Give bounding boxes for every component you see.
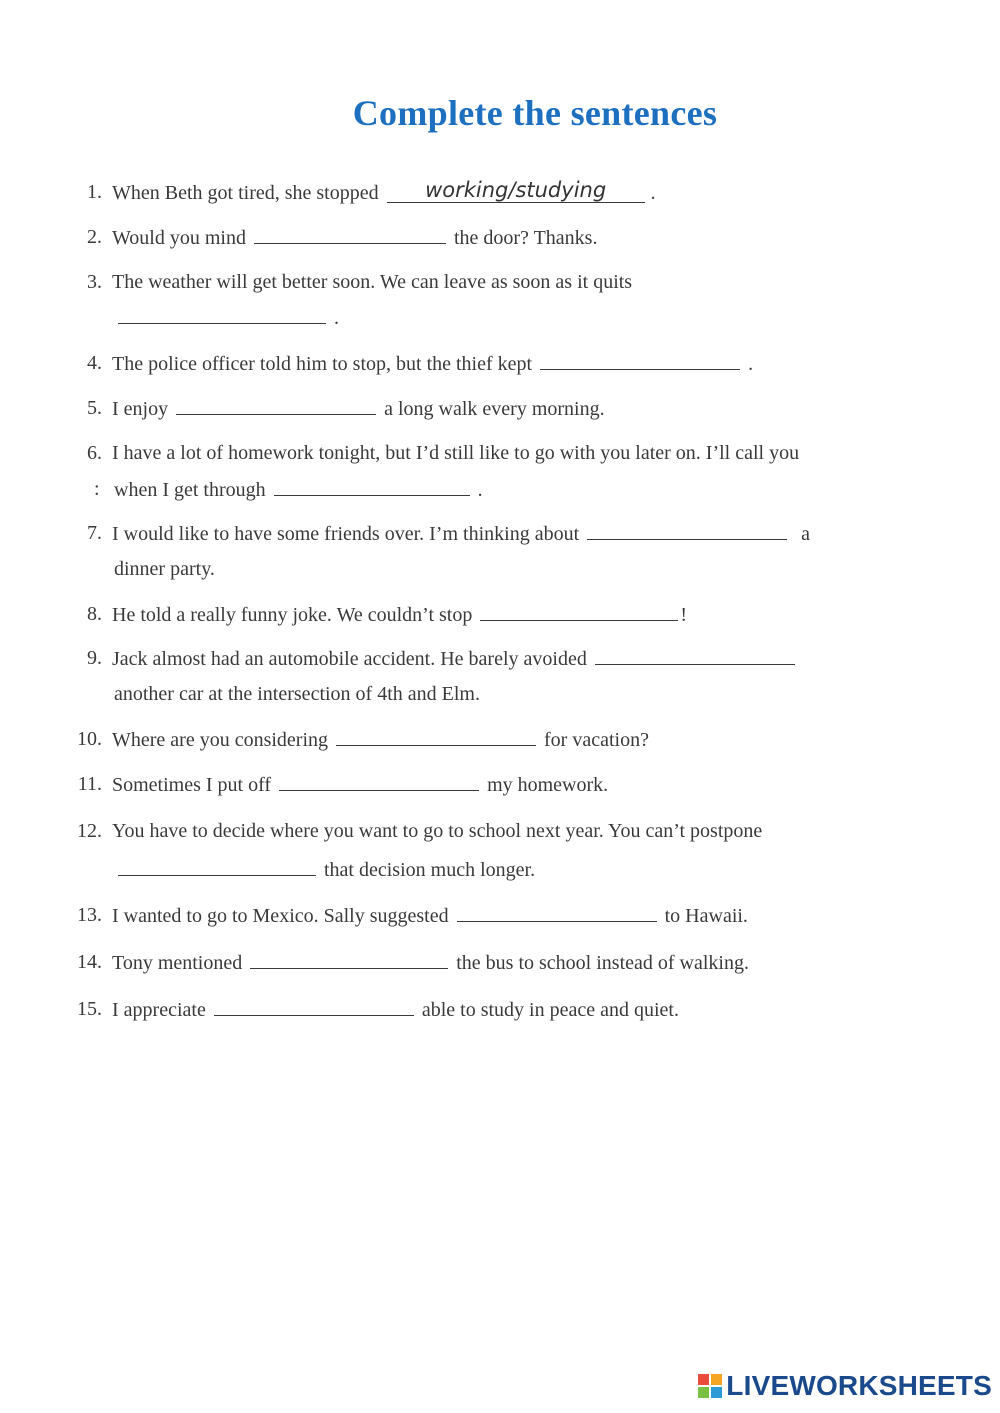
answer-field-4[interactable] xyxy=(540,351,740,370)
item-number: 4. xyxy=(87,352,102,374)
logo-square xyxy=(711,1387,722,1398)
item-number: 2. xyxy=(87,226,102,248)
answer-field-2[interactable] xyxy=(254,225,446,244)
item-number: 8. xyxy=(87,603,102,625)
item-number: 6. xyxy=(87,442,102,464)
answer-field-9[interactable] xyxy=(595,646,795,665)
item-number: 15. xyxy=(77,998,102,1020)
answer-field-12[interactable] xyxy=(118,857,316,876)
sentence-text: When Beth got tired, she stopped working/studying . xyxy=(112,178,656,204)
item-number: 12. xyxy=(77,820,102,842)
answer-field-5[interactable] xyxy=(176,396,376,415)
logo-square xyxy=(698,1387,709,1398)
item-number: 5. xyxy=(87,397,102,419)
item-number: 9. xyxy=(87,647,102,669)
logo-square xyxy=(711,1374,722,1385)
answer-field-14[interactable] xyxy=(250,950,448,969)
answer-field-6[interactable] xyxy=(274,477,470,496)
item-number: 14. xyxy=(77,951,102,973)
logo-icon xyxy=(698,1374,722,1398)
answer-field-3[interactable] xyxy=(118,305,326,324)
dot-mark: : xyxy=(94,478,100,500)
item-number: 7. xyxy=(87,522,102,544)
item-number: 13. xyxy=(77,904,102,926)
logo-square xyxy=(698,1374,709,1385)
answer-field-8[interactable] xyxy=(480,602,678,621)
item-number: 3. xyxy=(87,271,102,293)
liveworksheets-logo xyxy=(698,1369,992,1403)
answer-field-1[interactable]: working/studying xyxy=(387,178,645,203)
item-number: 10. xyxy=(77,728,102,750)
item-number: 1. xyxy=(87,181,102,203)
logo-text: LIVEWORKSHEETS xyxy=(726,1370,992,1401)
item-number: 11. xyxy=(77,773,102,795)
answer-field-11[interactable] xyxy=(279,772,479,791)
answer-field-15[interactable] xyxy=(214,997,414,1016)
answer-field-13[interactable] xyxy=(457,903,657,922)
answer-field-10[interactable] xyxy=(336,727,536,746)
answer-field-7[interactable] xyxy=(587,521,787,540)
page-title: Complete the sentences xyxy=(352,93,718,133)
